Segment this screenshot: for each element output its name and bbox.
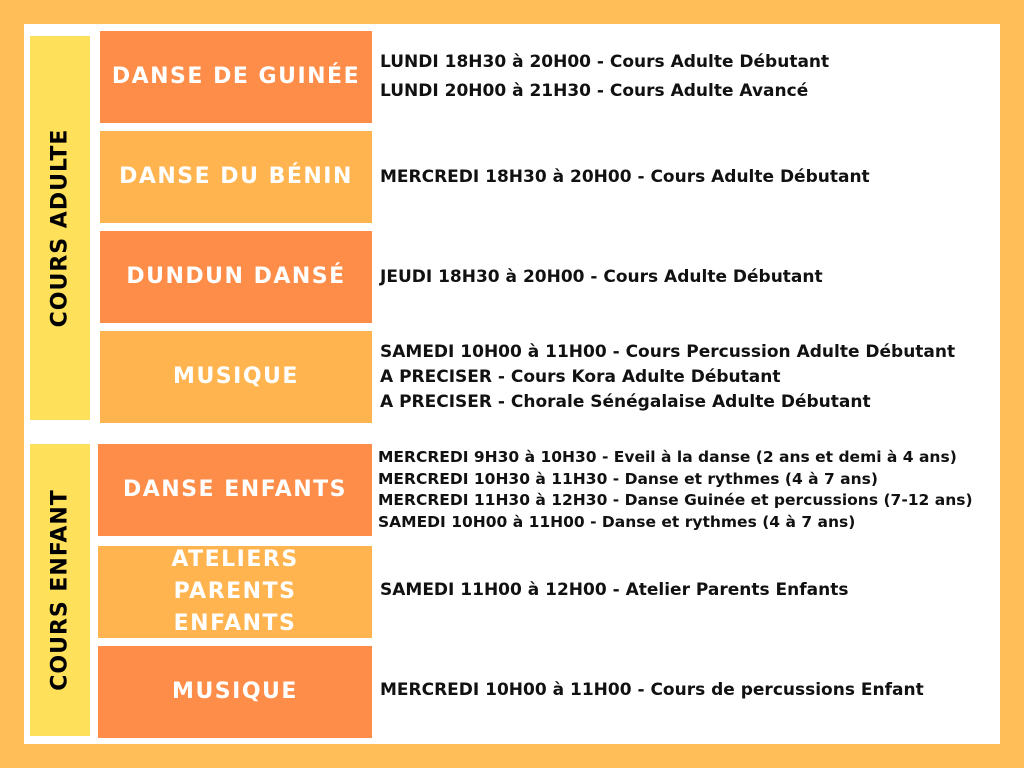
course-schedule-musique-adulte bbox=[380, 331, 955, 423]
course-name-line-1: ATELIERS PARENTS bbox=[171, 547, 299, 604]
section-label-adult-text: COURS ADULTE bbox=[47, 128, 73, 328]
course-box-danse-enfants bbox=[98, 444, 372, 536]
session-line: LUNDI 20H00 à 21H30 - Cours Adulte Avancé bbox=[380, 81, 809, 101]
course-name: MUSIQUE bbox=[172, 679, 298, 704]
course-box-musique-adulte bbox=[100, 331, 372, 423]
session-line: MERCREDI 11H30 à 12H30 - Danse Guinée et percussions (7-12 ans) bbox=[378, 491, 973, 509]
course-name: DANSE DU BÉNIN bbox=[119, 164, 353, 189]
course-box-danse-benin bbox=[100, 131, 372, 223]
course-name: DUNDUN DANSÉ bbox=[126, 264, 346, 289]
session-line: LUNDI 18H30 à 20H00 - Cours Adulte Débutant bbox=[380, 52, 830, 72]
course-schedule-danse-benin bbox=[380, 131, 870, 223]
course-schedule-ateliers-parents-enfants bbox=[380, 546, 848, 634]
course-schedule-danse-enfants bbox=[378, 442, 973, 538]
session-line: MERCREDI 10H00 à 11H00 - Cours de percussions Enfant bbox=[380, 679, 924, 700]
session-line: SAMEDI 10H00 à 11H00 - Danse et rythmes (4 à 7 ans) bbox=[378, 512, 856, 531]
course-box-danse-guinee bbox=[100, 31, 372, 123]
section-label-adult bbox=[30, 36, 90, 420]
session-line: MERCREDI 9H30 à 10H30 - Eveil à la danse (2 ans et demi à 4 ans) bbox=[378, 448, 957, 466]
session-line: SAMEDI 11H00 à 12H00 - Atelier Parents Enfants bbox=[380, 579, 849, 600]
course-schedule-danse-guinee bbox=[380, 31, 829, 123]
section-label-child bbox=[30, 444, 90, 736]
course-box-ateliers-parents-enfants bbox=[98, 546, 372, 638]
course-name: DANSE DE GUINÉE bbox=[111, 64, 361, 89]
session-line: A PRECISER - Chorale Sénégalaise Adulte Débutant bbox=[380, 391, 871, 412]
session-line: SAMEDI 10H00 à 11H00 - Cours Percussion Adulte Débutant bbox=[380, 341, 956, 362]
schedule-card bbox=[24, 24, 1000, 744]
course-name: MUSIQUE bbox=[173, 364, 299, 389]
session-line: MERCREDI 18H30 à 20H00 - Cours Adulte Débutant bbox=[380, 166, 870, 187]
course-name: DANSE ENFANTS bbox=[123, 477, 347, 502]
course-schedule-musique-enfant bbox=[380, 646, 924, 734]
course-name-line-2: ENFANTS bbox=[173, 611, 297, 636]
course-schedule-dundun-danse bbox=[380, 231, 823, 323]
section-label-child-text: COURS ENFANT bbox=[47, 489, 73, 691]
session-line: MERCREDI 10H30 à 11H30 - Danse et rythmes (4 à 7 ans) bbox=[378, 469, 878, 488]
session-line: JEUDI 18H30 à 20H00 - Cours Adulte Débutant bbox=[380, 266, 823, 287]
course-box-dundun-danse bbox=[100, 231, 372, 323]
session-line: A PRECISER - Cours Kora Adulte Débutant bbox=[380, 366, 781, 387]
course-box-musique-enfant bbox=[98, 646, 372, 738]
